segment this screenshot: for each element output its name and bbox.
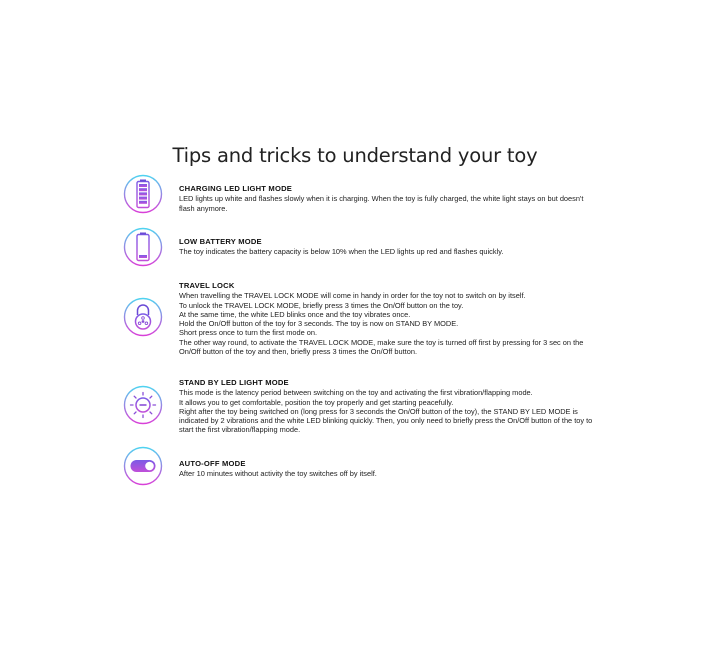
section-text: The other way round, to activate the TRAVEL LOCK MODE, make sure the toy is turned off first by pressing for 3 sec on the On/Off button of the toy and then, briefly press 3 times the On/Off button.: [179, 337, 584, 357]
section-text: The toy indicates the battery capacity is below 10% when the LED lights up red and flashes quickly.: [179, 247, 504, 257]
toggle-switch-icon: [123, 446, 163, 486]
battery-charging-icon: [123, 174, 163, 214]
section-text: At the same time, the white LED blinks once and the toy vibrates once.: [179, 309, 411, 319]
padlock-icon: [123, 297, 163, 337]
section-heading: CHARGING LED LIGHT MODE: [179, 184, 293, 193]
section-text: To unlock the TRAVEL LOCK MODE, briefly press 3 times the On/Off button on the toy.: [179, 300, 464, 310]
page-title: Tips and tricks to understand your toy: [172, 144, 538, 167]
section-text: Hold the On/Off button of the toy for 3 seconds. The toy is now on STAND BY MODE.: [179, 319, 459, 329]
section-heading: STAND BY LED LIGHT MODE: [179, 378, 289, 387]
battery-low-icon: [123, 227, 163, 267]
section-text: This mode is the latency period between switching on the toy and activating the first vibration/flapping mode.: [179, 388, 533, 398]
section-text: When travelling the TRAVEL LOCK MODE will come in handy in order for the toy not to switch on by itself.: [179, 291, 526, 301]
section-heading: AUTO-OFF MODE: [179, 459, 246, 468]
section-text: LED lights up white and flashes slowly when it is charging. When the toy is fully charged, the white light stays on but doesn't flash anymore.: [179, 194, 584, 213]
section-heading: LOW BATTERY MODE: [179, 237, 262, 246]
section-text: Short press once to turn the first mode on.: [179, 328, 318, 338]
section-text: After 10 minutes without activity the toy switches off by itself.: [179, 469, 377, 479]
section-heading: TRAVEL LOCK: [179, 281, 235, 290]
section-text: Right after the toy being switched on (long press for 3 seconds the On/Off button of the toy), the STAND BY LED MODE is indicated by 2 vibrations and the white LED blinking quickly. Then, you only need to briefly press the On/Off button of the toy to start the first vibration/flapping mode.: [179, 406, 593, 435]
section-text: It allows you to get comfortable, position the toy properly and get starting peacefully.: [179, 397, 454, 407]
standby-light-icon: [123, 385, 163, 425]
